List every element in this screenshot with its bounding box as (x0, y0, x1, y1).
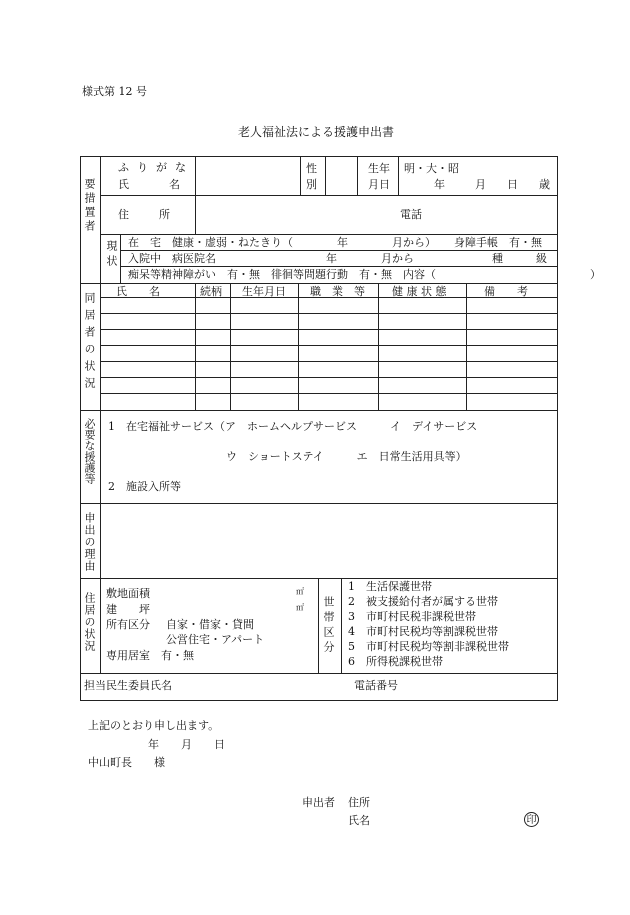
commissioner-phone-label: 電話番号 (354, 679, 398, 692)
day-unit: 日 (507, 178, 518, 191)
disability-grade: 種 級 (492, 252, 547, 265)
home-status-row: 在 宅 健康・虚弱・ねたきり（ 年 月から） (128, 236, 436, 249)
header-birthdate: 生年月日 (242, 285, 286, 298)
furigana-label: ふりがな (118, 161, 194, 174)
section-label-services: 必要な援護等 (83, 418, 96, 484)
section-label-applicant: 要措置者 (83, 178, 96, 234)
name-label: 氏名 (118, 178, 220, 191)
household-type-4: 4 市町村民税均等割課税世帯 (348, 625, 498, 638)
header-name: 氏 名 (116, 285, 160, 298)
applicant-name-label: 氏名 (348, 814, 370, 827)
sex-label-1: 性 (306, 162, 317, 175)
services-line-3: 2 施設入所等 (108, 480, 181, 493)
form-title: 老人福祉法による援護申出書 (238, 125, 395, 139)
header-health: 健 康 状 態 (392, 285, 447, 298)
applicant-label: 申出者 (302, 796, 335, 809)
section-label-reason: 申出の理由 (83, 512, 96, 572)
household-type-label: 世帯区分 (322, 596, 335, 656)
age-unit: 歳 (539, 178, 550, 191)
household-type-6: 6 所得税課税世帯 (348, 655, 443, 668)
header-relationship: 続柄 (200, 285, 222, 298)
floor-area-unit: ㎡ (296, 603, 304, 612)
seal-mark: 印 (524, 812, 539, 827)
services-line-1: 1 在宅福祉サービス（ア ホームヘルプサービス イ デイサービス (108, 420, 478, 433)
current-status-label: 現状 (105, 240, 118, 270)
applicant-address-label: 住所 (348, 796, 370, 809)
era-options: 明・大・昭 (404, 162, 459, 175)
household-type-5: 5 市町村民税均等割非課税世帯 (348, 640, 509, 653)
disability-book: 身障手帳 有・無 (454, 236, 542, 249)
hospital-row: 入院中 病医院名 年 月から (128, 252, 414, 265)
date-line: 年 月 日 (148, 738, 225, 751)
section-label-household: 同居者の状況 (83, 292, 96, 394)
site-area-unit: ㎡ (296, 587, 304, 596)
services-line-2: ウ ショートステイ エ 日常生活用具等） (226, 450, 467, 463)
address-label: 住所 (118, 208, 200, 221)
dementia-row: 痴呆等精神障がい 有・無 徘徊等問題行動 有・無 内容（ ） (128, 268, 601, 281)
birth-label-1: 生年 (368, 162, 390, 175)
form-number: 様式第 12 号 (82, 85, 147, 98)
section-label-housing: 住居の状況 (83, 592, 96, 652)
site-area-label: 敷地面積 (106, 587, 150, 600)
sex-label-2: 別 (306, 178, 317, 191)
ownership-label: 所有区分 (106, 618, 150, 631)
year-unit: 年 (434, 178, 445, 191)
ownership-options-2: 公営住宅・アパート (166, 633, 265, 646)
household-type-2: 2 被支援給付者が属する世帯 (348, 595, 498, 608)
header-remarks: 備 考 (484, 285, 528, 298)
phone-label: 電話 (400, 208, 422, 221)
household-type-1: 1 生活保護世帯 (348, 580, 432, 593)
month-unit: 月 (475, 178, 486, 191)
commissioner-name-label: 担当民生委員氏名 (84, 679, 172, 692)
statement: 上記のとおり申し出ます。 (88, 719, 220, 732)
header-occupation: 職 業 等 (310, 285, 365, 298)
ownership-options-1: 自家・借家・貸間 (166, 618, 254, 631)
floor-area-label: 建 坪 (106, 603, 150, 616)
household-type-3: 3 市町村民税非課税世帯 (348, 610, 476, 623)
birth-label-2: 月日 (368, 178, 390, 191)
addressee: 中山町長 様 (88, 756, 165, 769)
private-room: 専用居室 有・無 (106, 649, 194, 662)
